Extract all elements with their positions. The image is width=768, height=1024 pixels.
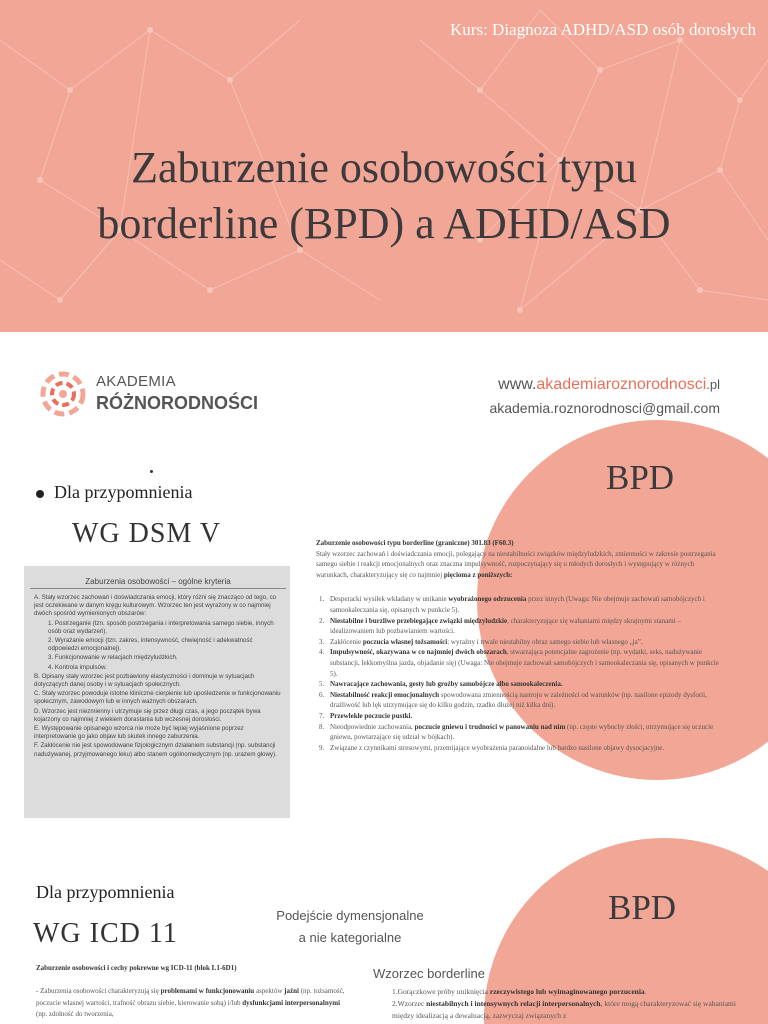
- criteria-item: 3. Funkcjonowanie w relacjach międzyludzkich.: [48, 654, 178, 662]
- criteria-item: 2. Wyrażanie emocji (tzn. zakres, intensywność, chwiejność i adekwatność odpowiedzi emocjonalnej).: [48, 637, 253, 653]
- pattern-title: Wzorzec borderline: [373, 966, 485, 981]
- page-title-line-2: borderline (BPD) a ADHD/ASD: [97, 199, 671, 248]
- criteria-photo-list: [34, 594, 282, 760]
- criteria-photo-content: [30, 572, 286, 814]
- dsm-heading: Zaburzenie osobowości typu borderline (graniczne) 301.83 (F60.3): [316, 539, 514, 547]
- criteria-item: E. Występowanie opisanego wzorca nie może być lepiej wyjaśnione poprzez interpretowanie go jako objaw lub skutek innego zaburzenia.: [34, 725, 244, 741]
- course-label: Kurs: Diagnoza ADHD/ASD osób dorosłych: [450, 20, 756, 39]
- icd-text: - Zaburzenia osobowości charakteryzują się problemami w funkcjonowaniu aspektów jaźni (np. tożsamość, poczucie własnej wartości, trafność obrazu siebie, kierowanie sobą) i/lub dysfunkcjami interpersonalnymi (np. zdolność do tworzenia,: [36, 987, 345, 1018]
- standard-label: WG DSM V: [72, 518, 222, 549]
- bullet-icon: [36, 490, 44, 498]
- page-title: [0, 140, 768, 252]
- dsm-criterion: 7. Przewlekłe poczucie pustki.: [319, 711, 413, 720]
- dsm-criterion: 4. Impulsywność, okazywana w co najmniej dwóch obszarach, stwarzająca potencjalne zagrożenie (np. wydatki, seks, nadużywanie substancji, lekkomyślna jazda, objadanie się) (Uwaga: Nie obejmuje zachowań samobójczych i samookaleczania się, opisanych w punkcie 5).: [319, 648, 719, 678]
- criteria-item: C. Stały wzorzec powoduje istotne kliniczne cierpienie lub upośledzenie w funkcjonowaniu społecznym, zawodowym lub w innych ważnych obszarach.: [34, 690, 281, 706]
- dsm-criterion: 5. Nawracające zachowania, gesty lub groźby samobójcze albo samookaleczenia.: [319, 680, 563, 689]
- brand-logo: [36, 366, 258, 422]
- email-link[interactable]: akademia.roznorodnosci@gmail.com: [489, 400, 720, 416]
- section-badge: BPD: [608, 888, 677, 927]
- reminder-heading: Dla przypomnienia: [36, 882, 175, 902]
- criteria-item: F. Zakłócenie nie jest spowodowane fizjologicznym działaniem substancji (np. substancji nadużywanej, przyjmowanego leku) albo stanem ogólnomedycznym (np. urazem głowy).: [34, 742, 277, 758]
- criteria-item: A. Stały wzorzec zachowań i doświadczania emocji, który różni się znacząco od tego, co jest oczekiwane w danym kręgu kulturowym. Wzorzec ten jest wyrażony w co najmniej dwóch spośród wymienionych obszarów:: [34, 594, 277, 618]
- dsm-criteria-text: [316, 538, 724, 753]
- brain-logo-icon: [36, 366, 90, 422]
- dimensional-approach: [262, 905, 438, 949]
- brand-name-line-2: RÓŻNORODNOŚCI: [96, 393, 258, 413]
- dsm-criterion: 3. Zakłócenie poczucia własnej tożsamości: wyraźny i trwale niestabilny obraz samego siebie lub własnego „ja”.: [319, 637, 643, 646]
- criteria-item: 1. Postrzeganie (tzn. sposób postrzegania i interpretowania samego siebie, innych osób oraz wydarzeń).: [48, 619, 274, 635]
- dimensional-line-1: Podejście dymensjonalne: [276, 908, 424, 923]
- criteria-item: 4. Kontrola impulsów.: [48, 663, 107, 671]
- website-suffix: .pl: [706, 377, 720, 392]
- website-domain: akademiaroznorodnosci: [536, 376, 707, 393]
- header-banner: [0, 0, 768, 332]
- brand-name-line-1: AKADEMIA: [96, 373, 176, 390]
- section-badge: BPD: [606, 458, 675, 497]
- dimensional-line-2: a nie kategorialne: [298, 930, 402, 945]
- criteria-item: B. Opisany stały wzorzec jest pozbawiony elastyczności i dominuje w sytuacjach dotyczących danej osoby i w sytuacjach społecznych.: [34, 672, 255, 689]
- website-link[interactable]: [498, 376, 720, 394]
- page-title-line-1: Zaburzenie osobowości typu: [131, 143, 637, 192]
- dsm-criterion: 2. Niestabilne i burzliwe przebiegające związki międzyludzkie, charakteryzujące się wahaniami między skrajnymi stanami – idealizowaniem lub pozbawianiem wartości.: [319, 616, 681, 636]
- bullet-dot: [150, 470, 153, 473]
- pattern-list: [392, 986, 742, 1022]
- pattern-item: 2.Wzorzec niestabilnych i intensywnych relacji interpersonalnych, które mogą charakteryzować się wahaniami między idealizacją a dewaluacją, zazwyczaj związanych z: [392, 999, 736, 1020]
- standard-label: WG ICD 11: [33, 918, 178, 949]
- website-prefix: www.: [498, 376, 537, 393]
- criteria-photo-title: Zaburzenia osobowości – ogólne kryteria: [30, 578, 286, 589]
- dsm-criterion: 1. Desperacki wysiłek wkładany w unikanie wyobrażonego odrzucenia przez innych (Uwaga: Nie obejmuje zachowań samobójczych i samookaleczania się, opisanych w punkcie 5).: [319, 595, 705, 614]
- dsm-criterion: 9. Związane z czynnikami stresowymi, przemijające wyobrażenia paranoidalne lub bardzo nasilone objawy dysocjacyjne.: [319, 743, 665, 752]
- pattern-item: 1.Gorączkowe próby uniknięcia rzeczywistego lub wyimaginowanego porzucenia.: [392, 987, 647, 996]
- dsm-criterion: 8. Nieodpowiednie zachowania, poczucie gniewu i trudności w panowaniu nad nim (np. częste wybuchy złości, utrzymujące się uczucie gniewu, powtarzające się udział w bójkach).: [319, 722, 714, 742]
- reminder-text: Dla przypomnienia: [54, 482, 193, 502]
- criteria-item: D. Wzorzec jest niezmienny i utrzymuje się przez długi czas, a jego początek bywa kojarzony co najmniej z wiekiem dorastania lub wczesnej dorosłości.: [34, 707, 261, 723]
- dsm-criteria-list: [316, 594, 724, 753]
- icd-heading: Zaburzenie osobowości i cechy pokrewne wg ICD-11 (blok L1-6D1): [36, 964, 237, 972]
- reminder-heading: [36, 482, 192, 503]
- criteria-photo: [24, 566, 290, 818]
- dsm-intro: Stały wzorzec zachowań i doświadczania emocji, polegający na niestabilności związków międzyludzkich, zmienności w zakresie postrzegania samego siebie i reakcji emocjonalnych oraz znaczna impulsywność, rozpoczynający się u młodych dorosłych i występujący w różnych warunkach, charakteryzujący się co najmniej pięcioma z poniższych:: [316, 549, 716, 579]
- dsm-criterion: 6. Niestabilność reakcji emocjonalnych spowodowana zmiennością nastroju w zależności od warunków (np. nasilone epizody dysforii, drażliwość lub lęk utrzymujące się do kilku godzin, rzadko dłużej niż kilka dni).: [319, 690, 707, 710]
